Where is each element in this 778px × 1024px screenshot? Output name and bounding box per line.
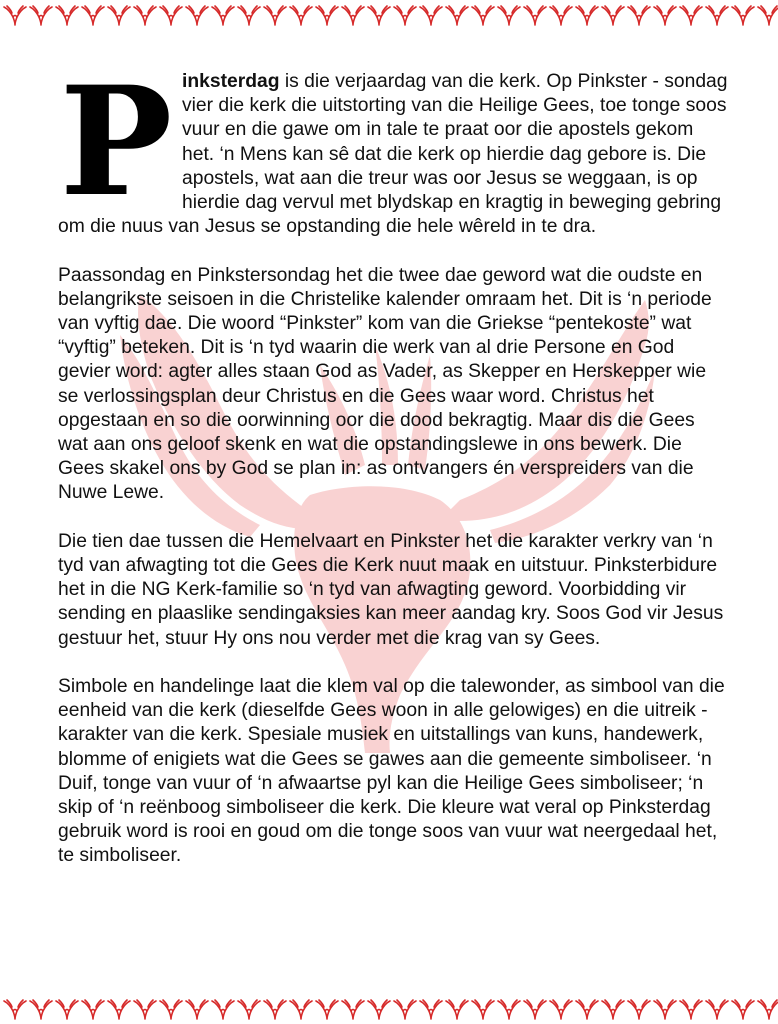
dove-icon [392,3,418,27]
dove-icon [626,3,652,27]
dove-icon [444,997,470,1021]
dove-icon [470,997,496,1021]
dove-icon [730,3,756,27]
dove-icon [54,3,80,27]
dove-icon [418,997,444,1021]
dove-icon [158,3,184,27]
dove-icon [704,997,730,1021]
dove-icon [626,997,652,1021]
paragraph-1 [58,70,730,239]
bottom-dove-border [0,994,778,1024]
dove-icon [600,997,626,1021]
dove-icon [704,3,730,27]
dove-icon [392,997,418,1021]
dove-icon [288,3,314,27]
dove-icon [28,3,54,27]
dove-icon [28,997,54,1021]
paragraph-3: Die tien dae tussen die Hemelvaart en Pinkster het die karakter verkry van ‘n tyd van afwagting tot die Gees die Kerk nuut maak en uitstuur. Pinksterbidure het in die NG Kerk-familie so ‘n tyd van afwagting geword. Voorbidding vir sending en plaaslike sendingaksies kan meer aandag kry. Soos God vir Jesus gestuur het, stuur Hy ons nou verder met die krag van sy Gees. [58,530,724,649]
paragraph-4: Simbole en handelinge laat die klem val op die talewonder, as simbool van die eenheid van die kerk (dieselfde Gees woon in alle gelowiges) en die uitreik -karakter van die kerk. Spesiale musiek en uitstallings van kuns, handewerk, blomme of enigiets wat die Gees se gawes aan die gemeente simboliseer. ‘n Duif, tonge van vuur of ‘n afwaartse pyl kan die Heilige Gees simboliseer; ‘n skip of ‘n reënboog simboliseer die kerk. Die kleure wat veral op Pinksterdag gebruik word is rooi en goud om die tonge soos van vuur wat neergedaal het, te simboliseer. [58,676,725,867]
dove-icon [184,997,210,1021]
dove-icon [2,997,28,1021]
dove-icon [132,997,158,1021]
dove-icon [340,997,366,1021]
dove-icon [80,997,106,1021]
dove-icon [756,3,778,27]
dove-icon [418,3,444,27]
dove-icon [314,3,340,27]
dove-icon [236,3,262,27]
dove-icon [262,3,288,27]
dove-icon [652,997,678,1021]
dove-icon [600,3,626,27]
dove-icon [678,3,704,27]
dove-icon [236,997,262,1021]
dove-icon [2,3,28,27]
dove-icon [444,3,470,27]
dove-icon [496,997,522,1021]
dove-icon [522,997,548,1021]
paragraph-1-text: is die verjaardag van die kerk. Op Pinkster - sondag vier die kerk die uitstorting van die Heilige Gees, toe tonge soos vuur en die gawe om in tale te praat oor die apostels gekom het. ‘n Mens kan sê dat die kerk op hierdie dag gebore is. Die apostels, wat aan die treur was oor Jesus se weggaan, is op hierdie dag vervul met blydskap en kragtig in beweging gebring om die nuus van Jesus se opstanding die hele wêreld in te dra. [58,71,728,238]
dove-icon [496,3,522,27]
dropcap-letter: P [60,76,172,206]
dove-icon [366,3,392,27]
dove-icon [366,997,392,1021]
dove-icon [80,3,106,27]
dove-icon [522,3,548,27]
dove-icon [132,3,158,27]
dove-icon [106,3,132,27]
dove-icon [184,3,210,27]
dove-icon [756,997,778,1021]
dove-icon [574,997,600,1021]
dropcap-p-icon [60,76,172,206]
article-body [58,70,730,893]
lead-word: inksterdag [182,71,280,92]
dove-icon [158,997,184,1021]
dove-icon [340,3,366,27]
dove-icon [210,997,236,1021]
dove-icon [54,997,80,1021]
dove-icon [574,3,600,27]
dove-icon [548,3,574,27]
top-dove-border [0,0,778,30]
dove-icon [470,3,496,27]
dove-icon [288,997,314,1021]
dove-icon [730,997,756,1021]
paragraph-2: Paassondag en Pinkstersondag het die twee dae geword wat die oudste en belangrikste seisoen in die Christelike kalender omraam het. Dit is ‘n periode van vyftig dae. Die woord “Pinkster” kom van die Griekse “pentekoste” wat “vyftig” beteken. Dit is ‘n tyd waarin die werk van al drie Persone en God gevier word: agter alles staan God as Vader, as Skepper en Herskepper wie se verlossingsplan deur Christus en die Gees waar word. Christus het opgestaan en so die oorwinning oor die dood bekragtig. Maar dis die Gees wat aan ons geloof skenk en wat die opstandingslewe in ons bewerk. Die Gees skakel ons by God se plan in: as ontvangers én verspreiders van die Nuwe Lewe. [58,264,712,504]
dove-icon [652,3,678,27]
dove-icon [106,997,132,1021]
dove-icon [314,997,340,1021]
dove-icon [210,3,236,27]
dove-icon [548,997,574,1021]
dove-icon [678,997,704,1021]
dove-icon [262,997,288,1021]
